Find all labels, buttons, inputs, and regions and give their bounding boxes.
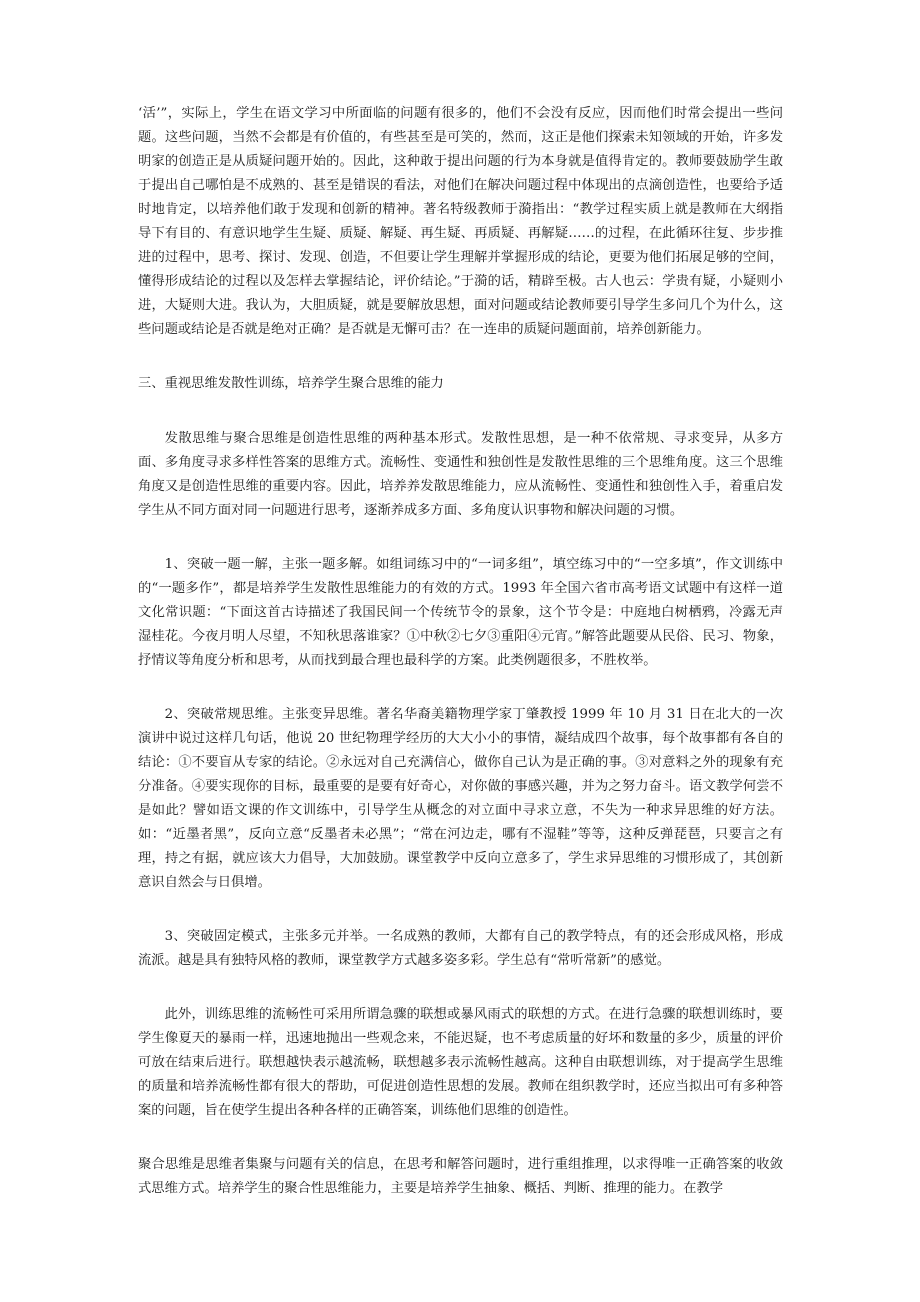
paragraph-point-2: 2、突破常规思维。主张变异思维。著名华裔美籍物理学家丁肇教授 1999 年 10 月 31 日在北大的一次演讲中说过这样几句话，他说 20 世纪物理学经历的大大小小的事情，凝结成四个故事，每个故事都有各自的结论：①不要盲从专家的结论。②永远对自己充满信心，做你自己认为是正确的事。③对意料之外的现象有充分准备。④要实现你的目标，最重要的是要有好奇心，对你做的事感兴趣，并为之努力奋斗。语文教学何尝不是如此？譬如语文课的作文训练中，引导学生从概念的对立面中寻求立意，不失为一种求异思维的好方法。如：“近墨者黑”，反向立意“反墨者未必黑”；“常在河边走，哪有不湿鞋”等等，这种反弹琵琶，只要言之有理，持之有据，就应该大力倡导，大加鼓励。课堂教学中反向立意多了，学生求异思维的习惯形成了，其创新意识自然会与日俱增。 <box>138 707 783 890</box>
paragraph-convergent-thinking: 聚合思维是思维者集聚与问题有关的信息，在思考和解答问题时，进行重组推理，以求得唯一正确答案的收敛式思维方式。培养学生的聚合性思维能力，主要是培养学生抽象、概括、判断、推理的能力。在教学 <box>138 1157 783 1196</box>
paragraph-point-3: 3、突破固定模式，主张多元并举。一名成熟的教师，大都有自己的教学特点，有的还会形成风格，形成流派。越是具有独特风格的教师，课堂教学方式越多姿多彩。学生总有“常听常新”的感觉。 <box>138 929 783 968</box>
section-heading-3: 三、重视思维发散性训练，培养学生聚合思维的能力 <box>138 376 444 391</box>
paragraph-fluency-training: 此外，训练思维的流畅性可采用所谓急骤的联想或暴风雨式的联想的方式。在进行急骤的联想训练时，要学生像夏天的暴雨一样，迅速地抛出一些观念来，不能迟疑，也不考虑质量的好坏和数量的多少，质量的评价可放在结束后进行。联想越快表示越流畅，联想越多表示流畅性越高。这种自由联想训练，对于提高学生思维的质量和培养流畅性都有很大的帮助，可促进创造性思想的发展。教师在组织教学时，还应当拟出可有多种答案的问题，旨在使学生提出各种各样的正确答案，训练他们思维的创造性。 <box>138 1007 783 1118</box>
paragraph-divergent-thinking: 发散思维与聚合思维是创造性思维的两种基本形式。发散性思想，是一种不依常规、寻求变异，从多方面、多角度寻求多样性答案的思维方式。流畅性、变通性和独创性是发散性思维的三个思维角度。这三个思维角度又是创造性思维的重要内容。因此，培养养发散思维能力，应从流畅性、变通性和独创性入手，着重启发学生从不同方面对同一问题进行思考，逐渐养成多方面、多角度认识事物和解决问题的习惯。 <box>138 431 783 518</box>
paragraph-point-1: 1、突破一题一解，主张一题多解。如组词练习中的“一词多组”，填空练习中的“一空多填”，作文训练中的“一题多作”，都是培养学生发散性思维能力的有效的方式。1993 年全国六省市高考语文试题中有这样一道文化常识题：“下面这首古诗描述了我国民间一个传统节令的景象，这个节令是：中庭地白树栖鸦，冷露无声湿桂花。今夜月明人尽望，不知秋思落谁家？①中秋②七夕③重阳④元宵。”解答此题要从民俗、民习、物象，抒情议等角度分析和思考，从而找到最合理也最科学的方案。此类例题很多，不胜枚举。 <box>138 557 783 668</box>
paragraph-questioning: ‘活’”，实际上，学生在语文学习中所面临的问题有很多的，他们不会没有反应，因而他们时常会提出一些问题。这些问题，当然不会都是有价值的，有些甚至是可笑的，然而，这正是他们探索未知领域的开始，许多发明家的创造正是从质疑问题开始的。因此，这种敢于提出问题的行为本身就是值得肯定的。教师要鼓励学生敢于提出自己哪怕是不成熟的、甚至是错误的看法，对他们在解决问题过程中体现出的点滴创造性，也要给予适时地肯定，以培养他们敢于发现和创新的精神。著名特级教师于漪指出：“教学过程实质上就是教师在大纲指导下有目的、有意识地学生生疑、质疑、解疑、再生疑、再质疑、再解疑……的过程，在此循环往复、步步推进的过程中，思考、探讨、发现、创造，不但要让学生理解并掌握形成的结论，更要为他们拓展足够的空间，懂得形成结论的过程以及怎样去掌握结论，评价结论。”于漪的话，精辟至极。古人也云：学贵有疑，小疑则小进，大疑则大进。我认为，大胆质疑，就是要解放思想，面对问题或结论教师要引导学生多问几个为什么，这些问题或结论是否就是绝对正确？是否就是无懈可击？在一连串的质疑问题面前，培养创新能力。 <box>138 106 783 337</box>
document-body <box>138 102 783 1201</box>
